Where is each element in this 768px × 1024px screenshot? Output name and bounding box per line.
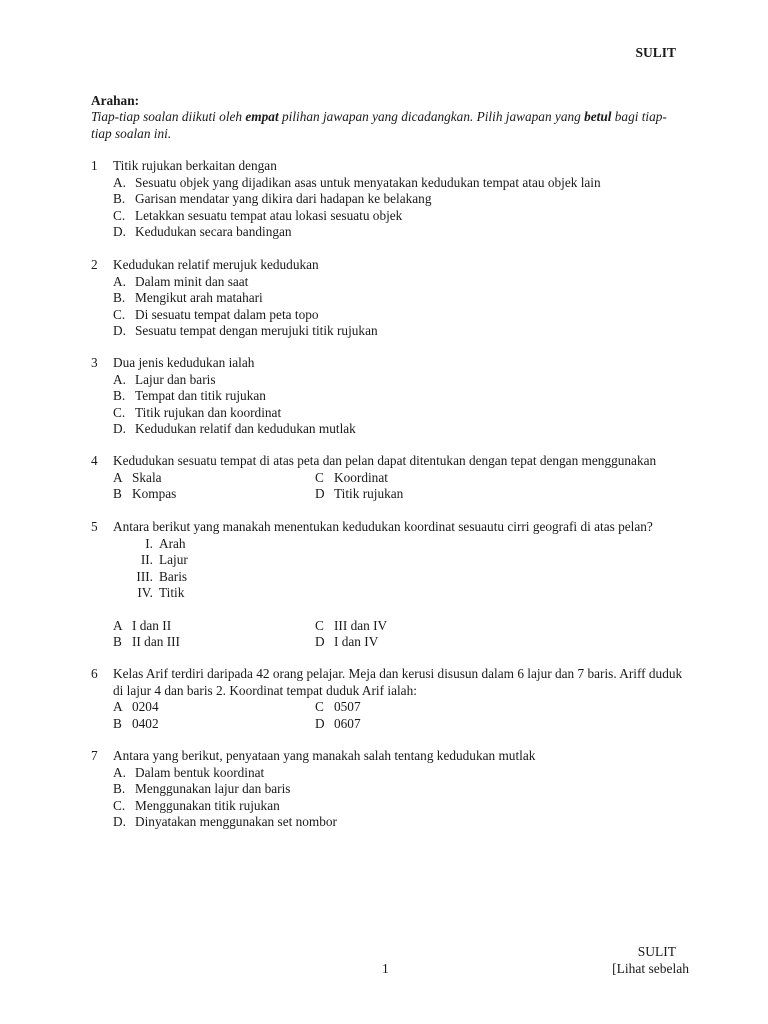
option-a: A I dan II [113, 617, 172, 633]
question-number: 5 [91, 519, 98, 534]
option-d: D 0607 [315, 715, 361, 731]
option-b: B. Mengikut arah matahari [113, 290, 263, 305]
instructions-title: Arahan: [91, 93, 140, 108]
question-number: 4 [91, 453, 98, 468]
question-stem: Antara berikut yang manakah menentukan kedudukan koordinat sesuautu cirri geografi di atas pelan? [113, 519, 653, 534]
roman-item: I. Arah [145, 535, 186, 551]
question-stem: Kedudukan relatif merujuk kedudukan [113, 257, 319, 272]
instructions-text: Tiap-tiap soalan diikuti oleh empat pilihan jawapan yang dicadangkan. Pilih jawapan yang betul bagi tiap-tiap soalan ini. [91, 109, 667, 141]
question-stem: Dua jenis kedudukan ialah [113, 355, 255, 370]
classification-header: SULIT [635, 45, 676, 60]
option-d: D Titik rujukan [315, 486, 404, 501]
option-a: A. Lajur dan baris [113, 371, 216, 387]
option-d: D. Dinyatakan menggunakan set nombor [113, 814, 337, 829]
roman-item: II. Lajur [140, 552, 188, 567]
option-c: C Koordinat [315, 469, 388, 485]
option-row [113, 699, 691, 716]
question-number: 2 [91, 257, 98, 272]
question-6 [91, 666, 691, 732]
option-a: A. Dalam minit dan saat [113, 273, 249, 289]
option-row [113, 716, 691, 733]
option-d: D. Kedudukan secara bandingan [113, 224, 292, 239]
option-row [113, 470, 691, 487]
question-2 [91, 257, 691, 340]
option-d: D. Sesuatu tempat dengan merujuki titik rujukan [113, 323, 378, 338]
option-b: B II dan III [113, 634, 180, 649]
question-1 [91, 158, 691, 241]
roman-item: III. Baris [136, 568, 188, 584]
question-stem: Kedudukan sesuatu tempat di atas peta dan pelan dapat ditentukan dengan tepat dengan menggunakan [113, 453, 657, 468]
question-number: 6 [91, 666, 98, 681]
question-4 [91, 453, 691, 503]
option-c: C 0507 [315, 699, 361, 714]
roman-list [113, 536, 691, 602]
question-stem: Titik rujukan berkaitan dengan [113, 158, 277, 173]
question-3 [91, 355, 691, 438]
roman-item: IV. Titik [137, 585, 185, 600]
page-number: 1 [382, 961, 389, 976]
question-number: 7 [91, 748, 98, 763]
next-page-note: [Lihat sebelah [612, 961, 689, 976]
option-d: D. Kedudukan relatif dan kedudukan mutlak [113, 421, 356, 436]
classification-footer: SULIT [637, 944, 676, 959]
question-number: 1 [91, 158, 98, 173]
option-d: D I dan IV [315, 634, 379, 649]
option-b: B. Tempat dan titik rujukan [113, 388, 266, 403]
option-c: C. Titik rujukan dan koordinat [113, 404, 282, 420]
option-row [113, 634, 691, 651]
option-a: A. Dalam bentuk koordinat [113, 764, 265, 780]
option-a: A 0204 [113, 699, 159, 714]
question-7 [91, 748, 691, 831]
question-5 [91, 519, 691, 651]
option-c: C. Letakkan sesuatu tempat atau lokasi sesuatu objek [113, 207, 403, 223]
option-c: C. Di sesuatu tempat dalam peta topo [113, 306, 319, 322]
option-b: B Kompas [113, 486, 177, 501]
option-b: B 0402 [113, 715, 159, 731]
option-row [113, 618, 691, 635]
option-c: C. Menggunakan titik rujukan [113, 797, 280, 813]
option-b: B. Garisan mendatar yang dikira dari hadapan ke belakang [113, 191, 432, 206]
option-b: B. Menggunakan lajur dan baris [113, 781, 291, 796]
option-a: A Skala [113, 469, 162, 485]
question-stem: Antara yang berikut, penyataan yang manakah salah tentang kedudukan mutlak [113, 748, 536, 763]
option-c: C III dan IV [315, 617, 388, 633]
option-row [113, 486, 691, 503]
option-a: A. Sesuatu objek yang dijadikan asas untuk menyatakan kedudukan tempat atau objek lain [113, 174, 601, 190]
question-number: 3 [91, 355, 98, 370]
question-stem: Kelas Arif terdiri daripada 42 orang pelajar. Meja dan kerusi disusun dalam 6 lajur dan 7 baris. Ariff duduk di lajur 4 dan baris 2. Koordinat tempat duduk Arif ialah: [113, 666, 683, 698]
